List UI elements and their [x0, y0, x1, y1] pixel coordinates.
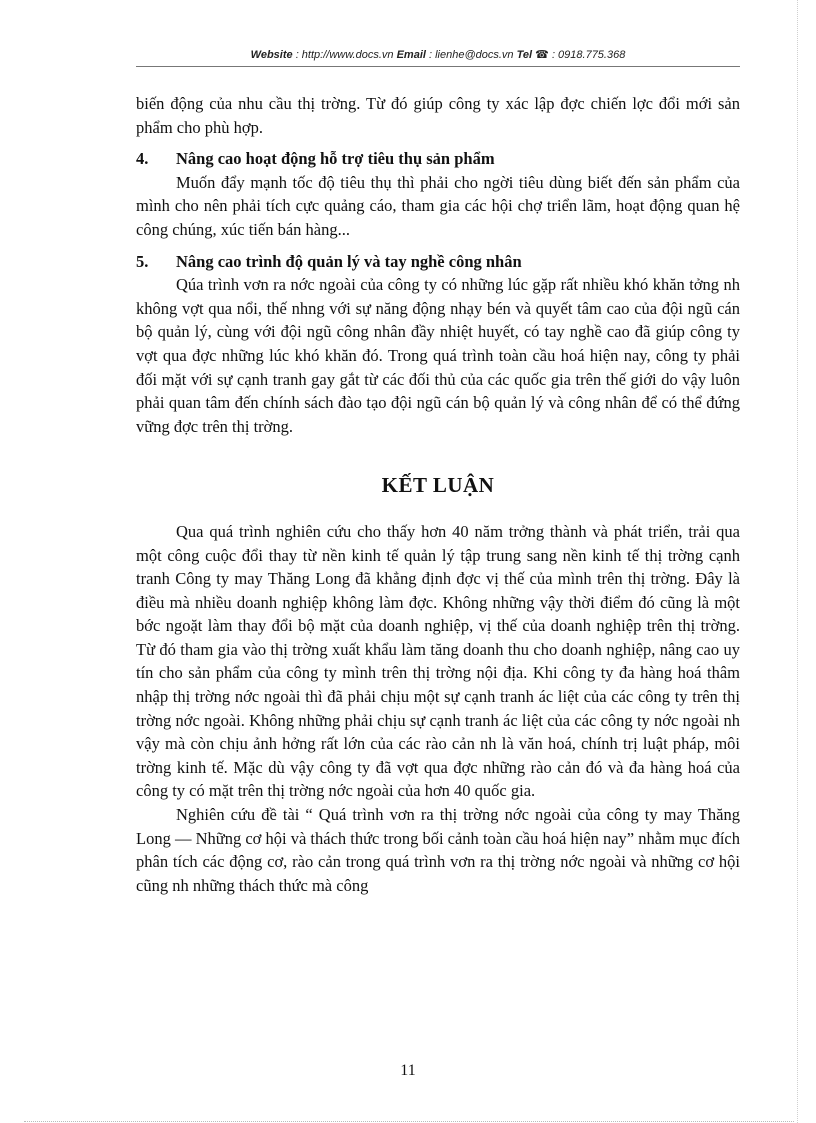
conclusion-title: KẾT LUẬN [381, 473, 495, 498]
tel-label: Tel [516, 49, 533, 61]
page-bottom-border [24, 1121, 794, 1122]
page-header [136, 48, 740, 61]
paragraph-section-5: Qúa trình vơn ra nớc ngoài của công ty có những lúc gặp rất nhiều khó khăn tởng nh không vợt qua nổi, thế nhng với sự năng động nhạy bén và quyết tâm cao của đội ngũ cán bộ quản lý, cùng với đội ngũ công nhân đầy nhiệt huyết, có tay nghề cao đã giúp công ty vợt qua đợc những lúc khó khăn đó. Trong quá trình toàn cầu hoá hiện nay, công ty phải đối mặt với sự cạnh tranh gay gắt từ các đối thủ của các quốc gia trên thế giới do vậy luôn phải quan tâm đến chính sách đào tạo đội ngũ cán bộ quản lý và công nhân để có thể đứng vững đợc trên thị trờng. [136, 275, 740, 436]
page-number: 11 [400, 1062, 416, 1079]
section-title: Nâng cao hoạt động hỗ trợ tiêu thụ sản phẩm [176, 149, 495, 169]
website-value: : http://www.docs.vn [295, 49, 394, 61]
paragraph-intro: biến động của nhu cầu thị trờng. Từ đó giúp công ty xác lập đợc chiến lợc đổi mới sản phẩm cho phù hợp. [136, 94, 740, 137]
page-right-border [797, 0, 798, 1123]
phone-icon: ☎ [535, 49, 549, 61]
section-heading-5 [136, 250, 740, 274]
section-number: 4. [136, 149, 149, 169]
document-body [136, 92, 740, 897]
tel-value: : 0918.775.368 [551, 49, 626, 61]
website-label: Website [250, 49, 293, 61]
section-number: 5. [136, 251, 149, 271]
paragraph-conclusion-2: Nghiên cứu đề tài “ Quá trình vơn ra thị trờng nớc ngoài của công ty may Thăng Long — Những cơ hội và thách thức trong bối cảnh toàn cầu hoá hiện nay” nhằm mục đích phân tích các động cơ, rào cản trong quá trình vơn ra thị trờng nớc ngoài và những cơ hội cũng nh những thách thức mà công [136, 805, 740, 895]
paragraph-section-4: Muốn đẩy mạnh tốc độ tiêu thụ thì phải cho ngời tiêu dùng biết đến sản phẩm của mình cho nên phải tích cực quảng cáo, tham gia các hội chợ triển lãm, hoạt động quan hệ công chúng, xúc tiến bán hàng... [136, 172, 740, 239]
header-rule [136, 66, 740, 67]
section-title: Nâng cao trình độ quản lý và tay nghề công nhân [176, 251, 522, 271]
section-heading-4 [136, 147, 740, 171]
paragraph-conclusion-1: Qua quá trình nghiên cứu cho thấy hơn 40 năm trởng thành và phát triển, trải qua một công cuộc đổi thay từ nền kinh tế quản lý tập trung sang nền kinh tế thị trờng cạnh tranh Công ty may Thăng Long đã khẳng định đợc vị thế của mình trên thị trờng. Đây là điều mà nhiều doanh nghiệp không làm đợc. Không những vậy thời điểm đó cũng là một bớc ngoặt làm thay đổi bộ mặt của doanh nghiệp, vị thế của doanh nghiệp trên thị trờng. Từ đó tham gia vào thị trờng xuất khẩu làm tăng doanh thu cho doanh nghiệp, nâng cao uy tín cho sản phẩm của công ty mình trên thị trờng nội địa. Khi công ty đa hàng hoá thâm nhập thị trờng nớc ngoài thì đã phải chịu một sự cạnh tranh ác liệt của các công ty trên thị trờng nớc ngoài. Không những phải chịu sự cạnh tranh ác liệt của các công ty nớc ngoài nh vậy mà còn chịu ảnh hởng rất lớn của các rào cản nh là văn hoá, chính trị luật pháp, môi trờng kinh tế. Mặc dù vậy công ty đã vợt qua đợc những rào cản đó và đa hàng hoá của công ty có mặt trên thị trờng nớc ngoài của hơn 40 quốc gia. [136, 521, 740, 801]
email-label: Email [396, 49, 426, 61]
email-value: : lienhe@docs.vn [429, 49, 514, 61]
